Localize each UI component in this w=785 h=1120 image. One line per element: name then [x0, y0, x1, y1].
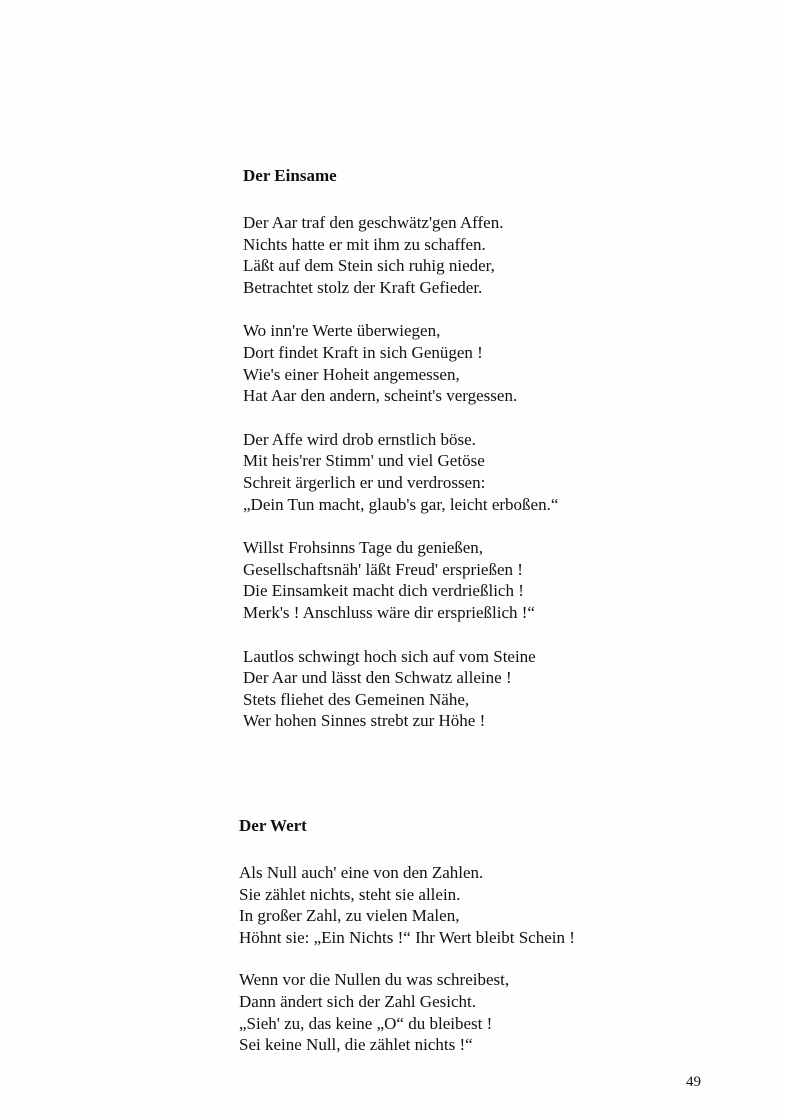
stanza: [243, 429, 558, 515]
poem-line: Dort findet Kraft in sich Genügen !: [243, 342, 483, 362]
poem-title: Der Einsame: [243, 166, 337, 185]
poem-line: Wer hohen Sinnes strebt zur Höhe !: [243, 711, 486, 731]
poem-line: Merk's ! Anschluss wäre dir ersprießlich !“: [243, 602, 535, 622]
poem-line: Gesellschaftsnäh' läßt Freud' ersprießen !: [243, 559, 523, 579]
stanza: [243, 212, 558, 298]
stanza: [243, 646, 558, 732]
poem-line: Hat Aar den andern, scheint's vergessen.: [243, 386, 518, 406]
poem-line: Willst Frohsinns Tage du genießen,: [243, 538, 484, 558]
poem-line: Wie's einer Hoheit angemessen,: [243, 364, 460, 384]
poem-der-wert: [239, 815, 575, 1077]
poem-der-einsame: [243, 165, 558, 754]
poem-line: Lautlos schwingt hoch sich auf vom Steine: [243, 646, 536, 666]
poem-title: Der Wert: [239, 816, 307, 835]
poem-line: Schreit ärgerlich er und verdrossen:: [243, 472, 486, 492]
poem-line: Wenn vor die Nullen du was schreibest,: [239, 970, 510, 990]
poem-line: Sie zählet nichts, steht sie allein.: [239, 884, 461, 904]
page-number: 49: [686, 1074, 701, 1090]
poem-line: Betrachtet stolz der Kraft Gefieder.: [243, 277, 483, 297]
poem-line: „Dein Tun macht, glaub's gar, leicht erboßen.“: [243, 494, 559, 514]
stanza: [243, 320, 558, 406]
poem-line: „Sieh' zu, das keine „O“ du bleibest !: [239, 1013, 493, 1033]
poem-line: Die Einsamkeit macht dich verdrießlich !: [243, 581, 524, 601]
poem-line: Nichts hatte er mit ihm zu schaffen.: [243, 234, 486, 254]
poem-line: Wo inn're Werte überwiegen,: [243, 321, 441, 341]
poem-line: Stets fliehet des Gemeinen Nähe,: [243, 689, 470, 709]
poem-line: Höhnt sie: „Ein Nichts !“ Ihr Wert bleibt Schein !: [239, 927, 575, 947]
poem-line: Der Aar und lässt den Schwatz alleine !: [243, 668, 512, 688]
poem-line: Läßt auf dem Stein sich ruhig nieder,: [243, 256, 495, 276]
stanza: [239, 969, 575, 1055]
stanza: [243, 537, 558, 623]
poem-line: Als Null auch' eine von den Zahlen.: [239, 863, 484, 882]
poem-line: In großer Zahl, zu vielen Malen,: [239, 906, 460, 926]
poem-line: Der Affe wird drob ernstlich böse.: [243, 429, 476, 449]
poem-line: Der Aar traf den geschwätz'gen Affen.: [243, 213, 504, 232]
poem-line: Sei keine Null, die zählet nichts !“: [239, 1035, 473, 1055]
poem-line: Dann ändert sich der Zahl Gesicht.: [239, 991, 476, 1011]
poem-line: Mit heis'rer Stimm' und viel Getöse: [243, 451, 485, 471]
stanza: [239, 862, 575, 948]
